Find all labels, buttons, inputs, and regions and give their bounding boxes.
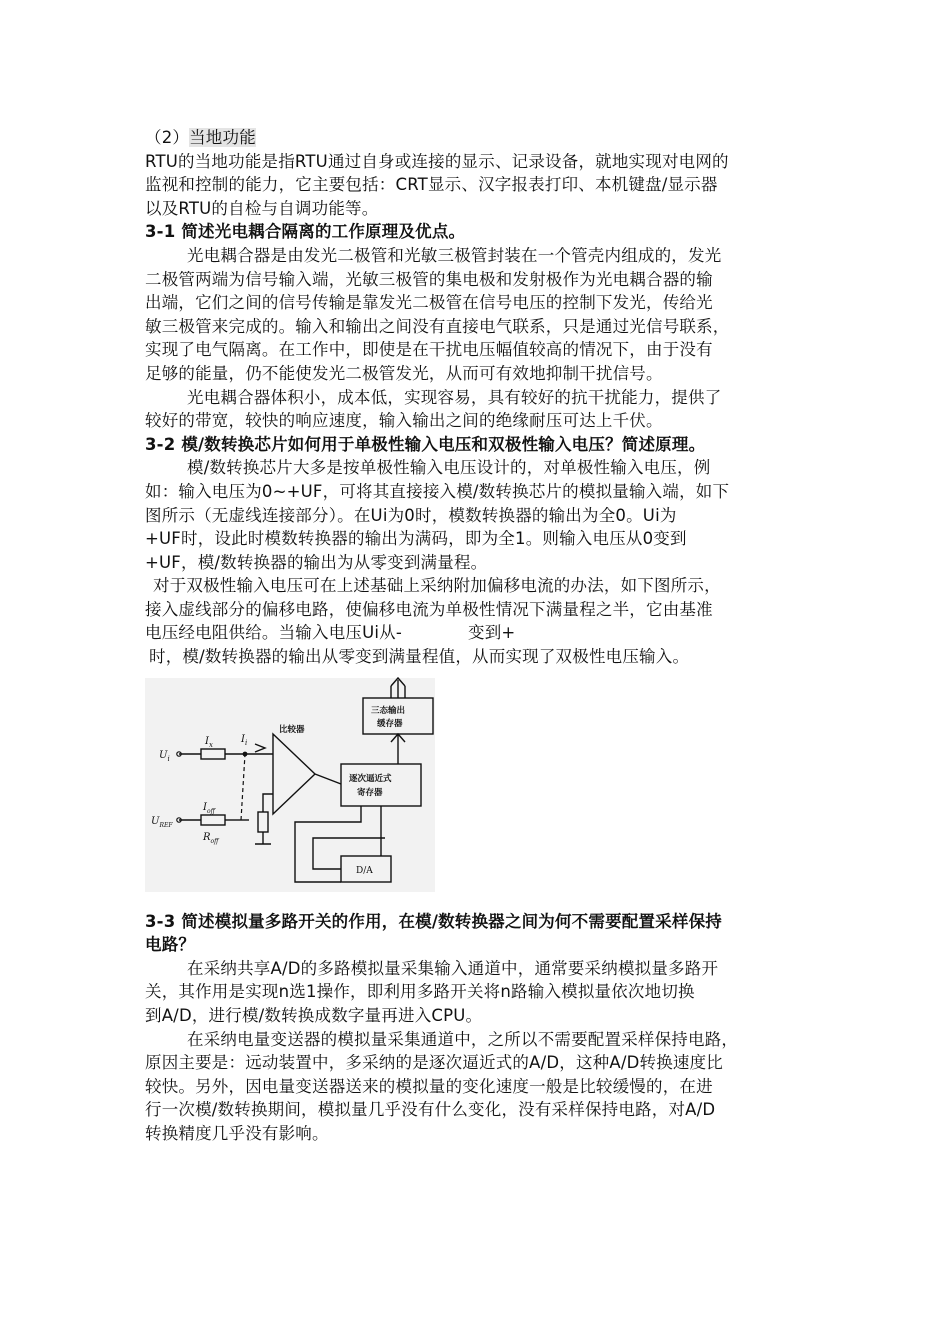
q33-heading-line: 电路？	[145, 935, 196, 955]
q32-p2-line: 时，模/数转换器的输出从零变到满量程值，从而实现了双极性电压输入。	[149, 647, 690, 667]
ui-label: $U_i$	[159, 749, 170, 763]
q31-p1-line: 足够的能量，仍不能使发光二极管发光，从而可有效地抑制干扰信号。	[145, 363, 663, 383]
section-2-line: RTU的当地功能是指RTU通过自身或连接的显示、记录设备，就地实现对电网的	[145, 151, 729, 171]
comparator-label: 比较器	[279, 724, 305, 735]
roff-label: $R_{off}$	[203, 831, 219, 845]
adc-circuit-figure	[145, 672, 435, 902]
ioff-label: $I_{off}$	[203, 801, 215, 815]
uref-label: $U_{REF}$	[151, 815, 173, 829]
sar-label-2: 寄存器	[357, 787, 383, 798]
q31-p1-line: 二极管两端为信号输入端，光敏三极管的集电极和发射极作为光电耦合器的输	[145, 269, 713, 289]
q32-p1-line: +UF，模/数转换器的输出为从零变到满量程。	[145, 552, 488, 572]
q33-p1-line: 关，其作用是实现n选1操作，即利用多路开关将n路输入模拟量依次地切换	[145, 982, 695, 1002]
sar-register-box	[341, 764, 421, 806]
q31-p2-line: 较好的带宽，较快的响应速度，输入输出之间的绝缘耐压可达上千伏。	[145, 411, 663, 431]
q33-p2-line: 在采纳电量变送器的模拟量采集通道中，之所以不需要配置采样保持电路，	[187, 1029, 739, 1049]
q32-p1-line: 图所示（无虚线连接部分）。在Ui为0时，模数转换器的输出为全0。Ui为	[145, 505, 677, 525]
ix-label: $I_x$	[205, 735, 213, 749]
q33-p1-line: 到A/D，进行模/数转换成数字量再进入CPU。	[145, 1006, 483, 1026]
q32-p2-line: 对于双极性输入电压可在上述基础上采纳附加偏移电流的办法，如下图所示，	[153, 576, 721, 596]
output-arrow-icon	[391, 678, 405, 698]
document-page	[145, 126, 815, 1146]
q32-heading: 3-2 模/数转换芯片如何用于单极性输入电压和双极性输入电压？简述原理。	[145, 434, 706, 454]
q33-p2-line: 较快。另外，因电量变送器送来的模拟量的变化速度一般是比较缓慢的，在进	[145, 1076, 713, 1096]
q31-p2-line: 光电耦合器体积小，成本低，实现容易，具有较好的抗干扰能力，提供了	[187, 387, 722, 407]
offset-resistor	[201, 815, 225, 825]
q32-p2-line	[145, 621, 815, 645]
sar-label-1: 逐次逼近式	[349, 773, 392, 784]
adc-circuit-diagram	[145, 672, 435, 902]
q31-p1-line: 实现了电气隔离。在工作中，即使是在干扰电压幅值较高的情况下，由于没有	[145, 340, 713, 360]
section-2-title	[145, 126, 815, 150]
section-2-title-text: 当地功能	[189, 128, 256, 147]
q33-p2-line: 原因主要是：远动装置中，多采纳的是逐次逼近式的A/D，这种A/D转换速度比	[145, 1053, 724, 1073]
q32-p2-line3-b: 变到+	[468, 623, 516, 643]
q32-p1-line: +UF时，设此时模数转换器的输出为满码，即为全1。则输入电压从0变到	[145, 529, 687, 549]
dac-label: D/A	[356, 865, 373, 876]
q31-p1-line: 光电耦合器是由发光二极管和光敏三极管封装在一个管壳内组成的，发光	[187, 245, 722, 265]
comparator-triangle	[273, 734, 315, 814]
buffer-label-2: 缓存器	[377, 718, 403, 729]
section-2-line: 以及RTU的自检与自调功能等。	[145, 198, 379, 218]
q32-p1-line: 模/数转换芯片大多是按单极性输入电压设计的，对单极性输入电压，例	[187, 458, 711, 478]
q32-p1-line: 如：输入电压为0~+UF，可将其直接接入模/数转换芯片的模拟量输入端，如下	[145, 481, 730, 501]
section-2-line: 监视和控制的能力，它主要包括：CRT显示、汉字报表打印、本机键盘/显示器	[145, 175, 718, 195]
buffer-label-1: 三态输出	[371, 705, 406, 716]
ii-label: $I_i$	[241, 733, 248, 747]
q32-p2-line: 接入虚线部分的偏移电路，使偏移电流为单极性情况下满量程之半，它由基准	[145, 599, 713, 619]
ground-resistor	[258, 812, 268, 832]
q33-p1-line: 在采纳共享A/D的多路模拟量采集输入通道中，通常要采纳模拟量多路开	[187, 958, 719, 978]
q33-p2-line: 转换精度几乎没有影响。	[145, 1124, 329, 1143]
q32-p2-line3-a: 电压经电阻供给。当输入电压Ui从-	[145, 623, 403, 643]
section-2-number: （2）	[145, 128, 190, 147]
input-resistor	[201, 749, 225, 759]
q31-heading: 3-1 简述光电耦合隔离的工作原理及优点。	[145, 222, 466, 242]
q31-p1-line: 敏三极管来完成的。输入和输出之间没有直接电气联系，只是通过光信号联系，	[145, 316, 730, 336]
q33-p2-line: 行一次模/数转换期间，模拟量几乎没有什么变化，没有采样保持电路，对A/D	[145, 1100, 716, 1120]
q31-p1-line: 出端，它们之间的信号传输是靠发光二极管在信号电压的控制下发光，传给光	[145, 293, 713, 313]
q33-heading-line: 3-3 简述模拟量多路开关的作用，在模/数转换器之间为何不需要配置采样保持	[145, 911, 722, 931]
